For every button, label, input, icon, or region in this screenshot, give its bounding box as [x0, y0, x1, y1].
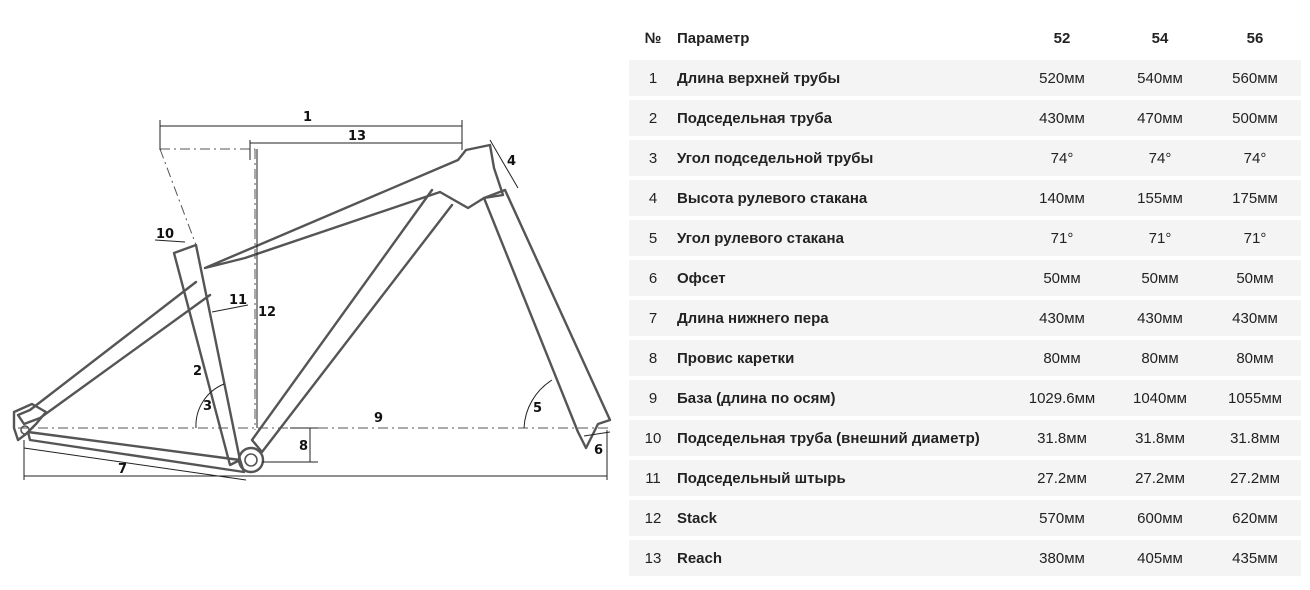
- row-value-52: 430мм: [1039, 309, 1085, 327]
- row-value-52: 430мм: [1039, 109, 1085, 127]
- rear-axle: [21, 426, 29, 434]
- row-value-52: 27.2мм: [1037, 469, 1087, 487]
- row-value-54: 27.2мм: [1135, 469, 1185, 487]
- row-num: 1: [648, 69, 658, 87]
- row-value-54: 74°: [1148, 149, 1172, 167]
- row-num: 2: [648, 109, 658, 127]
- row-param-name: Reach: [677, 549, 723, 567]
- row-value-56: 430мм: [1232, 309, 1278, 327]
- bottom-bracket-inner: [245, 454, 257, 466]
- label-10: 10: [156, 227, 175, 242]
- label-9: 9: [374, 411, 384, 426]
- table-row: [629, 540, 1301, 576]
- row-value-52: 71°: [1050, 229, 1074, 247]
- table-row: [629, 220, 1301, 256]
- label-11: 11: [229, 293, 248, 308]
- row-value-54: 155мм: [1137, 189, 1183, 207]
- label-2: 2: [193, 364, 203, 379]
- row-value-54: 405мм: [1137, 549, 1183, 567]
- row-value-56: 175мм: [1232, 189, 1278, 207]
- row-value-54: 80мм: [1141, 349, 1179, 367]
- row-value-52: 31.8мм: [1037, 429, 1087, 447]
- header-size-54: 54: [1151, 29, 1169, 47]
- row-value-52: 50мм: [1043, 269, 1081, 287]
- label-5: 5: [533, 401, 543, 416]
- row-value-54: 540мм: [1137, 69, 1183, 87]
- table-header: [629, 20, 1301, 56]
- row-param-name: База (длина по осям): [677, 389, 836, 407]
- row-param-name: Угол подседельной трубы: [677, 149, 874, 167]
- header-size-56: 56: [1246, 29, 1264, 47]
- row-param-name: Подседельная труба (внешний диаметр): [677, 429, 980, 447]
- row-param-name: Подседельная труба: [677, 109, 832, 127]
- row-num: 8: [648, 349, 658, 367]
- row-value-54: 50мм: [1141, 269, 1179, 287]
- bottom-bracket: [239, 448, 263, 472]
- table-row: [629, 260, 1301, 296]
- row-value-52: 570мм: [1039, 509, 1085, 527]
- table-row: [629, 140, 1301, 176]
- geometry-table: [629, 20, 1301, 580]
- label-6: 6: [594, 443, 604, 458]
- dim-line-7: [24, 448, 246, 480]
- dim-line-6: [584, 432, 610, 436]
- row-value-56: 27.2мм: [1230, 469, 1280, 487]
- row-num: 7: [648, 309, 658, 327]
- row-value-54: 31.8мм: [1135, 429, 1185, 447]
- row-value-56: 80мм: [1236, 349, 1274, 367]
- table-row: [629, 300, 1301, 336]
- row-param-name: Угол рулевого стакана: [677, 229, 844, 247]
- row-num: 4: [648, 189, 658, 207]
- table-row: [629, 420, 1301, 456]
- row-value-54: 71°: [1148, 229, 1172, 247]
- row-value-56: 31.8мм: [1230, 429, 1280, 447]
- row-num: 10: [644, 429, 662, 447]
- label-8: 8: [299, 439, 309, 454]
- row-value-56: 71°: [1243, 229, 1267, 247]
- label-3: 3: [203, 399, 213, 414]
- frame-drawing: [0, 0, 620, 590]
- row-param-name: Подседельный штырь: [677, 469, 846, 487]
- label-1: 1: [303, 110, 313, 125]
- table-row: [629, 460, 1301, 496]
- row-param-name: Длина верхней трубы: [677, 69, 841, 87]
- label-12: 12: [258, 305, 277, 320]
- row-param-name: Офсет: [677, 269, 726, 287]
- row-num: 13: [644, 549, 662, 567]
- table-row: [629, 100, 1301, 136]
- row-num: 12: [644, 509, 662, 527]
- label-7: 7: [118, 462, 128, 477]
- bike-frame-geometry-diagram: [0, 0, 620, 590]
- row-value-54: 470мм: [1137, 109, 1183, 127]
- row-param-name: Stack: [677, 509, 718, 527]
- row-value-56: 620мм: [1232, 509, 1278, 527]
- row-value-56: 435мм: [1232, 549, 1278, 567]
- row-num: 6: [648, 269, 658, 287]
- row-num: 11: [645, 469, 661, 487]
- row-value-52: 80мм: [1043, 349, 1081, 367]
- row-value-52: 140мм: [1039, 189, 1085, 207]
- row-value-56: 1055мм: [1228, 389, 1282, 407]
- table-row: [629, 60, 1301, 96]
- row-num: 9: [648, 389, 658, 407]
- table-row: [629, 500, 1301, 536]
- row-value-56: 50мм: [1236, 269, 1274, 287]
- header-param: Параметр: [677, 29, 750, 47]
- table-row: [629, 180, 1301, 216]
- table-row: [629, 340, 1301, 376]
- header-num: №: [644, 29, 662, 47]
- row-value-54: 430мм: [1137, 309, 1183, 327]
- table-row: [629, 380, 1301, 416]
- row-num: 3: [648, 149, 658, 167]
- row-value-52: 380мм: [1039, 549, 1085, 567]
- row-value-52: 1029.6мм: [1028, 389, 1096, 407]
- label-13: 13: [348, 129, 367, 144]
- row-param-name: Высота рулевого стакана: [677, 189, 868, 207]
- label-4: 4: [507, 154, 517, 169]
- row-param-name: Провис каретки: [677, 349, 795, 367]
- row-value-56: 500мм: [1232, 109, 1278, 127]
- frame-outline: [14, 145, 610, 472]
- header-size-52: 52: [1053, 29, 1071, 47]
- row-param-name: Длина нижнего пера: [677, 309, 829, 327]
- row-value-54: 600мм: [1137, 509, 1183, 527]
- row-value-56: 74°: [1243, 149, 1267, 167]
- row-num: 5: [648, 229, 658, 247]
- row-value-52: 520мм: [1039, 69, 1085, 87]
- row-value-52: 74°: [1050, 149, 1074, 167]
- row-value-56: 560мм: [1232, 69, 1278, 87]
- row-value-54: 1040мм: [1133, 389, 1187, 407]
